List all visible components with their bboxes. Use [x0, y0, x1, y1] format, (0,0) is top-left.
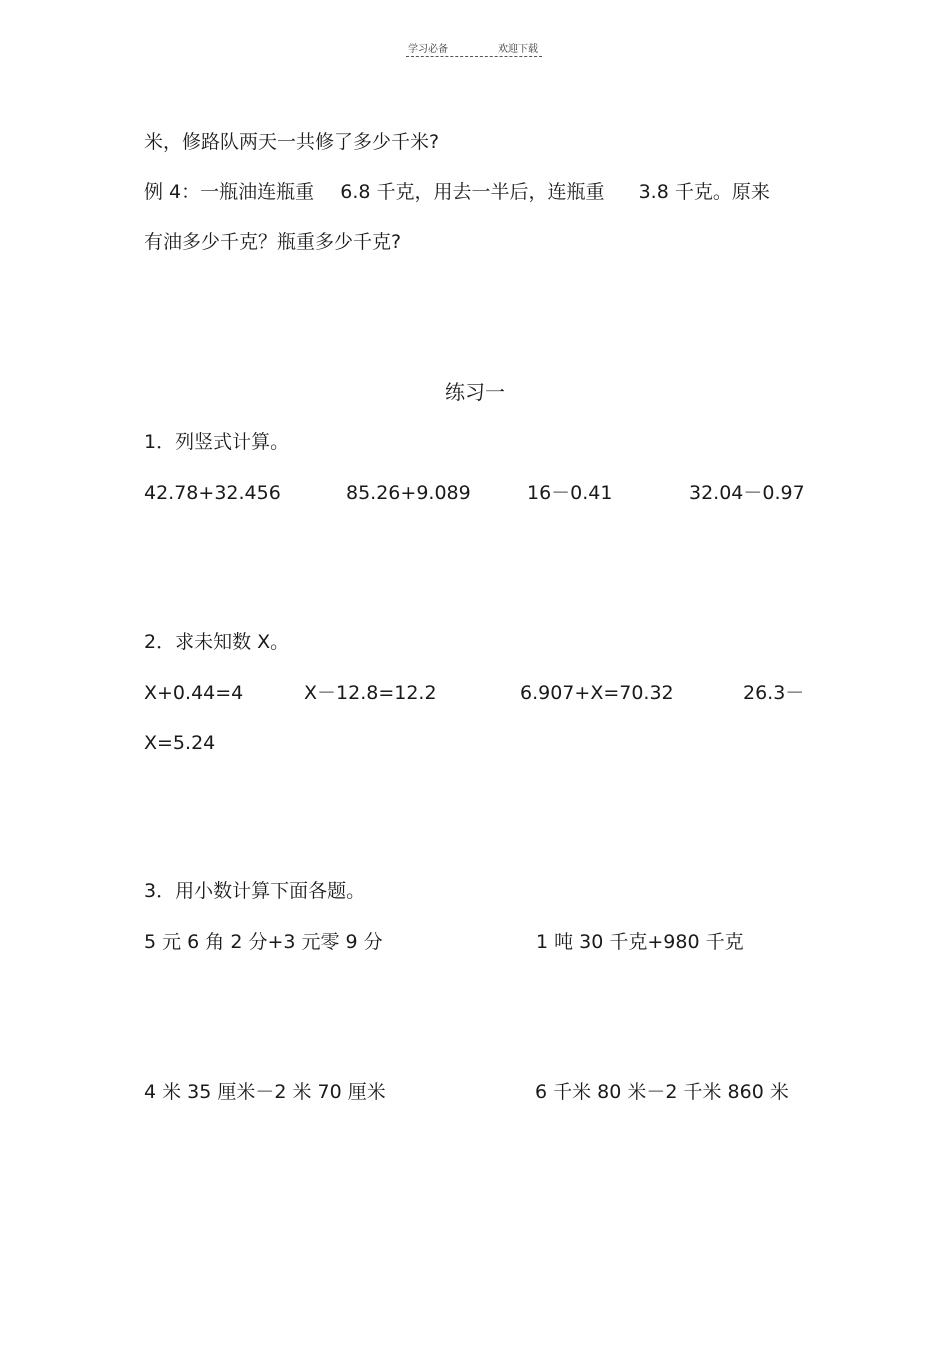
- q1-item-3: 16－0.41: [527, 482, 613, 504]
- example-4: [144, 180, 770, 204]
- q2-item-2: X－12.8=12.2: [304, 682, 437, 704]
- q3-item-2: 1 吨 30 千克+980 千克: [536, 931, 744, 953]
- q1-item-2: 85.26+9.089: [346, 482, 471, 504]
- header-right-text: 欢迎下载: [498, 44, 538, 55]
- question-2-label: 2．求未知数 X。: [144, 631, 290, 653]
- q2-item-1: X+0.44=4: [144, 682, 244, 704]
- example-4-part-a: 例 4：一瓶油连瓶重: [144, 181, 315, 203]
- intro-line-1: 米，修路队两天一共修了多少千米?: [144, 131, 440, 153]
- example-4-part-c: 3.8 千克。原来: [638, 181, 770, 203]
- header-left-text: 学习必备: [408, 44, 448, 55]
- q3-item-4: 6 千米 80 米－2 千米 860 米: [535, 1081, 789, 1103]
- q3-item-3: 4 米 35 厘米－2 米 70 厘米: [144, 1081, 386, 1103]
- intro-line-3: 有油多少千克？瓶重多少千克?: [144, 231, 402, 253]
- q1-item-1: 42.78+32.456: [144, 482, 281, 504]
- question-3-label: 3．用小数计算下面各题。: [144, 880, 366, 902]
- q2-item-4: 26.3－: [743, 682, 805, 704]
- q3-item-1: 5 元 6 角 2 分+3 元零 9 分: [144, 931, 383, 953]
- exercise-title: 练习一: [445, 380, 505, 404]
- q1-item-4: 32.04－0.97: [689, 482, 805, 504]
- q2-item-4-continued: X=5.24: [144, 732, 216, 754]
- q2-item-3: 6.907+X=70.32: [520, 682, 674, 704]
- question-1-label: 1．列竖式计算。: [144, 431, 290, 453]
- page-header: [406, 38, 542, 57]
- example-4-part-b: 6.8 千克，用去一半后，连瓶重: [340, 181, 605, 203]
